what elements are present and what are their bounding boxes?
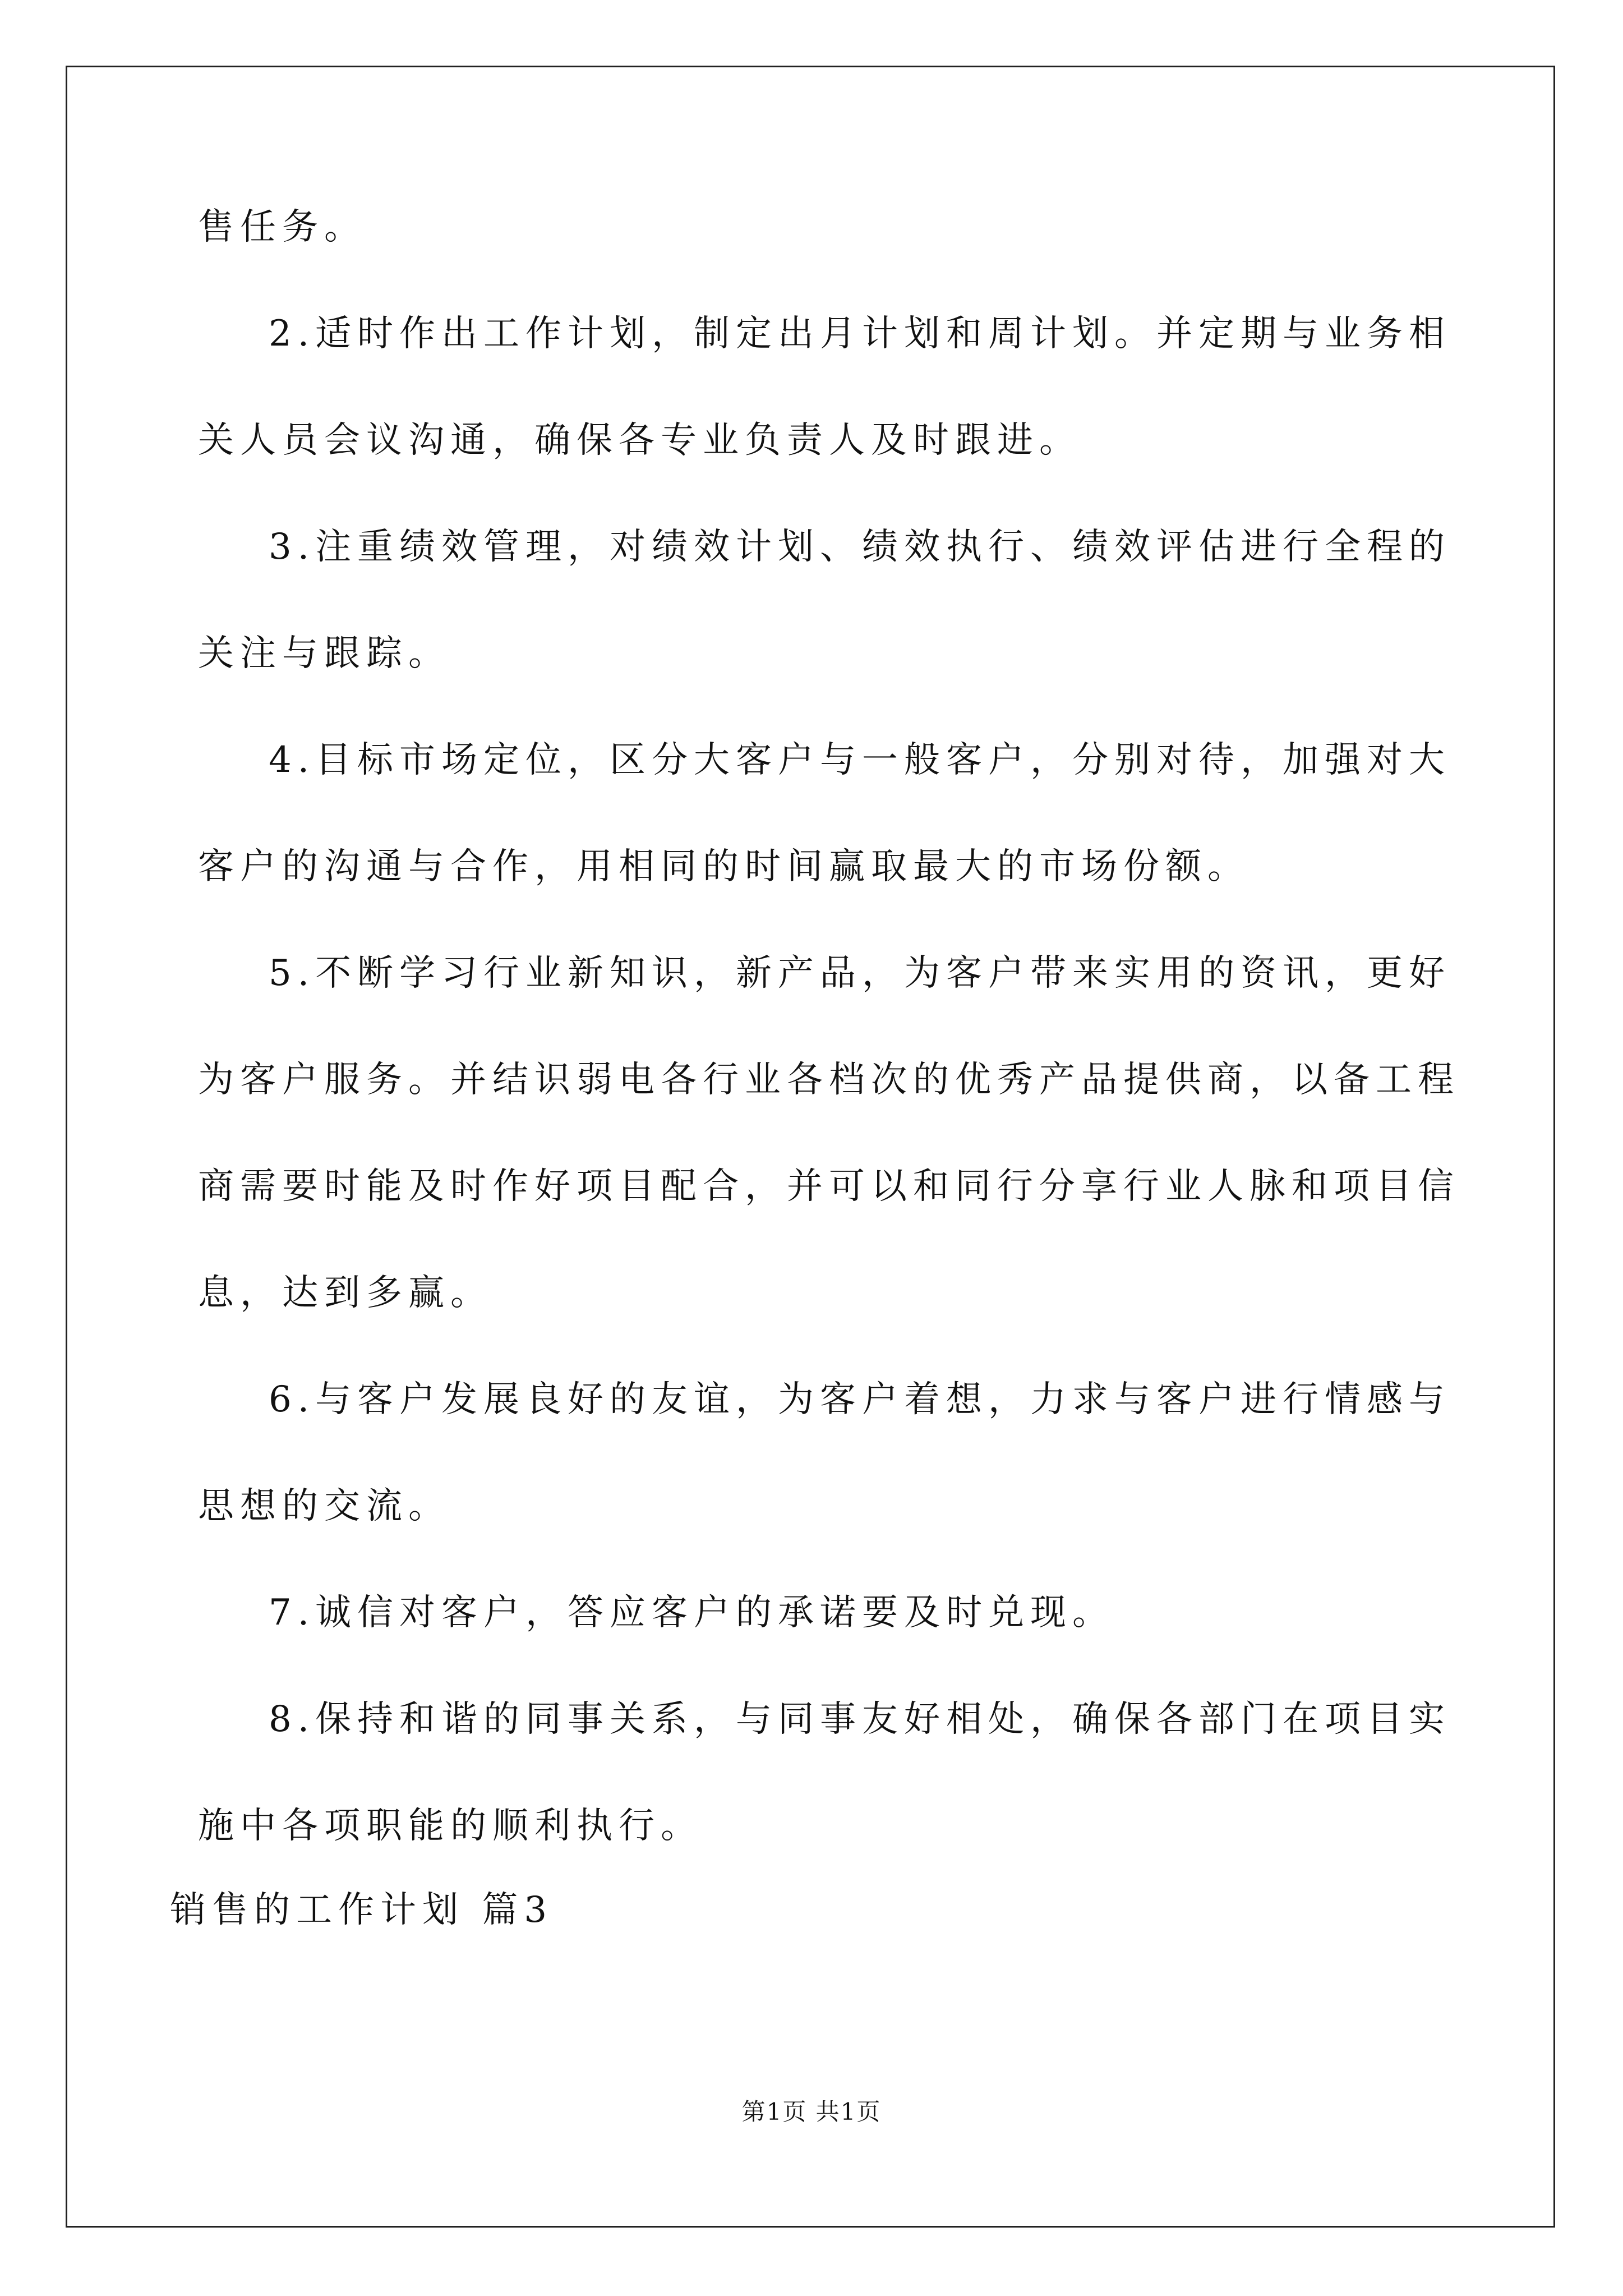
page-number-footer: 第1页 共1页 (741, 2098, 882, 2125)
paragraph-line: 2.适时作出工作计划，制定出月计划和周计划。并定期与业务相 (269, 313, 1451, 355)
paragraph-line: 商需要时能及时作好项目配合，并可以和同行分享行业人脉和项目信 (198, 1166, 1460, 1207)
section-heading: 销售的工作计划 篇3 (170, 1889, 554, 1931)
paragraph-line: 4.目标市场定位，区分大客户与一般客户，分别对待，加强对大 (269, 739, 1451, 781)
paragraph-line: 关注与跟踪。 (198, 633, 450, 674)
paragraph-line: 3.注重绩效管理，对绩效计划、绩效执行、绩效评估进行全程的 (269, 526, 1451, 568)
paragraph-line: 7.诚信对客户，答应客户的承诺要及时兑现。 (269, 1592, 1115, 1634)
paragraph-line: 客户的沟通与合作，用相同的时间赢取最大的市场份额。 (198, 846, 1249, 887)
paragraph-line: 8.保持和谐的同事关系，与同事友好相处，确保各部门在项目实 (269, 1699, 1451, 1740)
paragraph-line: 思想的交流。 (198, 1485, 450, 1527)
paragraph-line: 售任务。 (198, 206, 366, 248)
paragraph-line: 息，达到多赢。 (198, 1272, 492, 1314)
paragraph-line: 6.与客户发展良好的友谊，为客户着想，力求与客户进行情感与 (269, 1379, 1451, 1420)
paragraph-line: 为客户服务。并结识弱电各行业各档次的优秀产品提供商，以备工程 (198, 1059, 1460, 1101)
paragraph-line: 5.不断学习行业新知识，新产品，为客户带来实用的资讯，更好 (269, 953, 1451, 994)
paragraph-line: 关人员会议沟通，确保各专业负责人及时跟进。 (198, 420, 1081, 461)
paragraph-line: 施中各项职能的顺利执行。 (198, 1805, 703, 1847)
